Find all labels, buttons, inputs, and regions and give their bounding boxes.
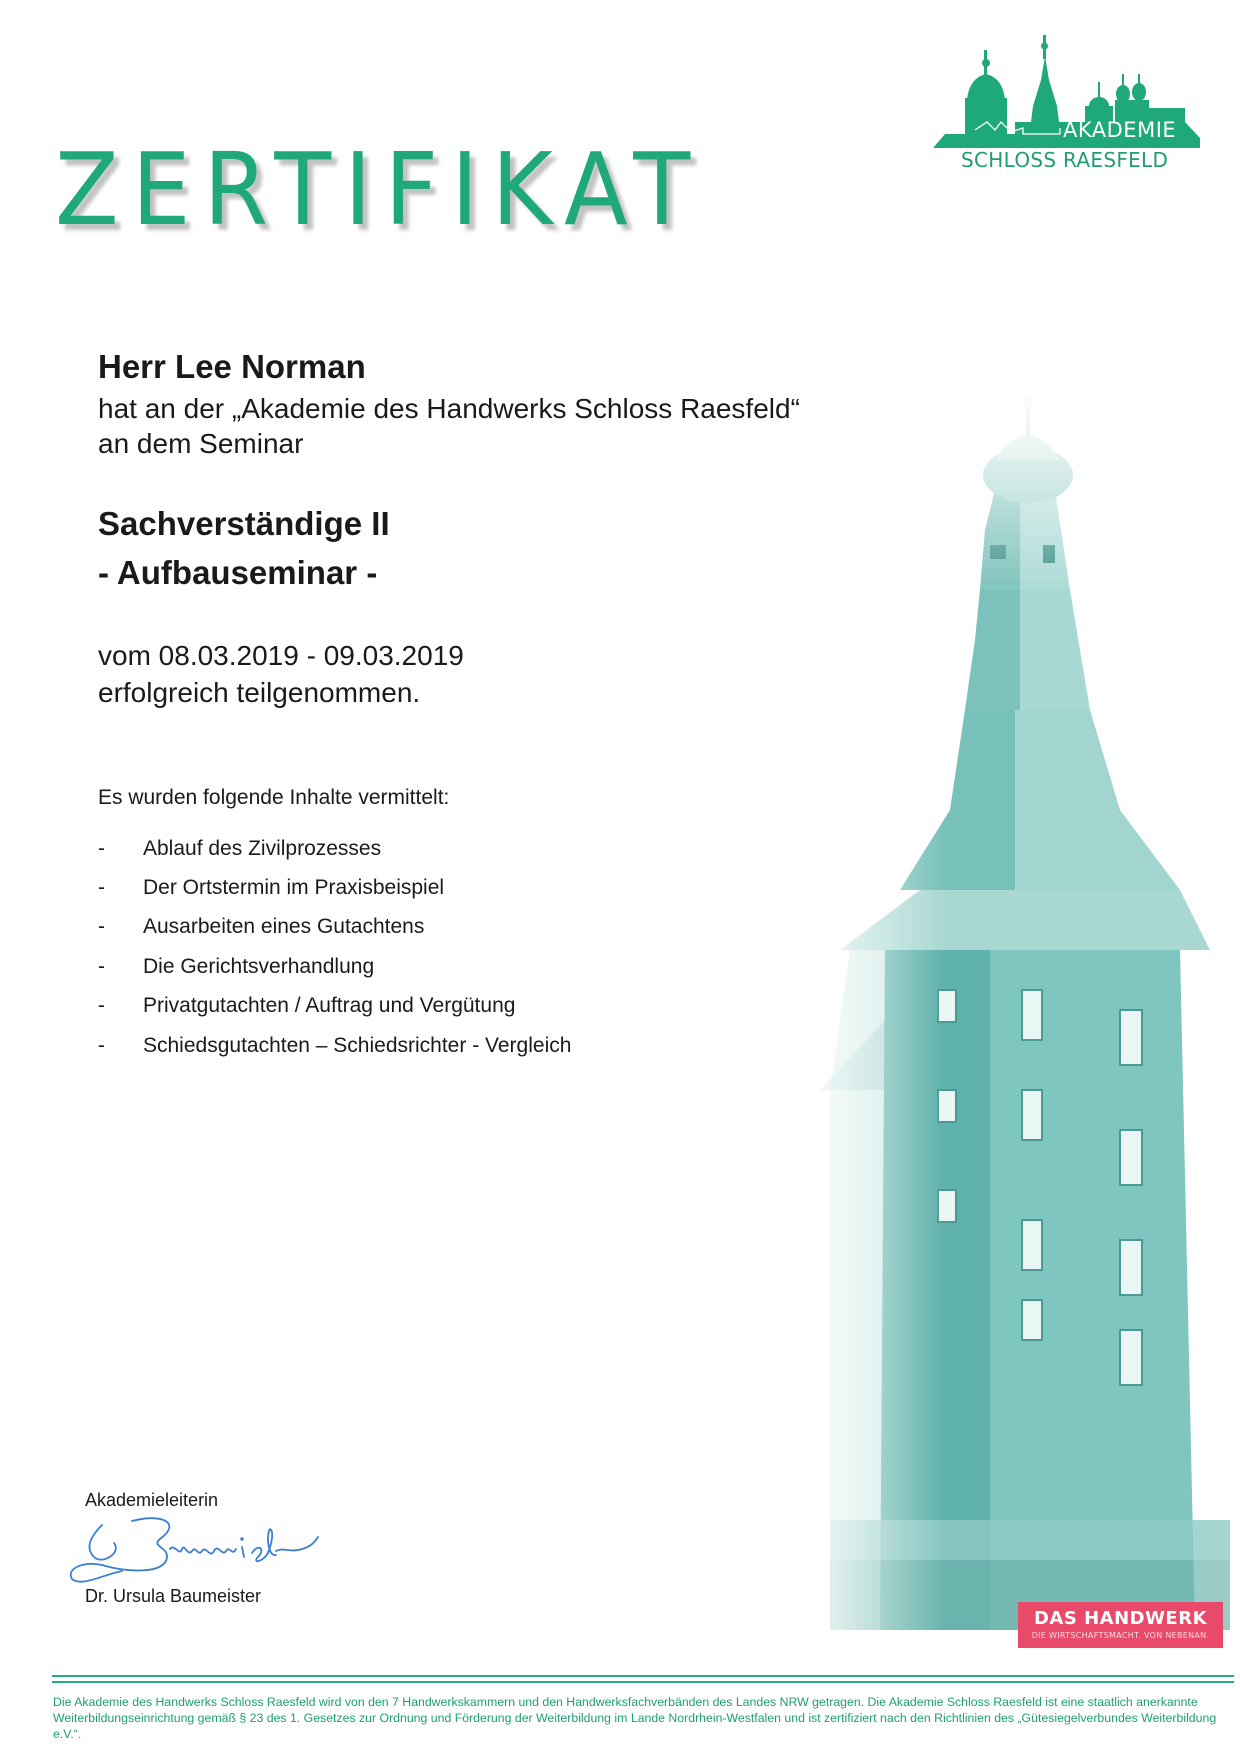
topic-bullet: - <box>98 994 105 1017</box>
intro-line-2: an dem Seminar <box>98 428 304 459</box>
badge-title: DAS HANDWERK <box>1033 1608 1208 1629</box>
topic-item <box>98 876 444 900</box>
topic-bullet: - <box>98 1034 105 1057</box>
recipient-name: Herr Lee Norman <box>98 348 366 385</box>
topic-text: Der Ortstermin im Praxisbeispiel <box>143 876 445 899</box>
castle-tower-image <box>790 390 1235 1670</box>
topic-text: Schiedsgutachten – Schiedsrichter - Vergleich <box>143 1034 572 1057</box>
akademie-logo <box>915 30 1205 175</box>
topic-item <box>98 994 515 1018</box>
handwritten-signature <box>62 1513 342 1591</box>
logo-text-akademie: AKADEMIE <box>1063 118 1177 142</box>
topic-bullet: - <box>98 876 105 899</box>
topic-text: Ablauf des Zivilprozesses <box>143 837 382 860</box>
seminar-subtitle: - Aufbauseminar - <box>98 554 378 591</box>
topic-item <box>98 1034 571 1058</box>
das-handwerk-badge <box>1018 1602 1223 1648</box>
badge-subtitle: DIE WIRTSCHAFTSMACHT. VON NEBENAN. <box>1031 1631 1210 1640</box>
topic-text: Die Gerichtsverhandlung <box>143 955 375 978</box>
footer-legal-text: Die Akademie des Handwerks Schloss Raesfeld wird von den 7 Handwerkskammern und den Handwerksfachverbänden des Landes NRW getragen. Die Akademie Schloss Raesfeld ist eine staatlich anerkannte Weiterbildungseinrichtung gemäß § 23 des 1. Gesetzes zur Ordnung und Förderung der Weiterbildung im Lande Nordrhein-Westfalen und ist zertifiziert nach den Richtlinien des „Gütesiegelverbundes Weiterbildung e.V.“. <box>53 1695 1217 1741</box>
topic-bullet: - <box>98 915 105 938</box>
seminar-title: Sachverständige II <box>98 505 390 542</box>
contents-heading: Es wurden folgende Inhalte vermittelt: <box>98 786 450 809</box>
intro-line-1: hat an der „Akademie des Handwerks Schloss Raesfeld“ <box>98 393 800 424</box>
topic-item <box>98 915 424 939</box>
logo-text-schloss: SCHLOSS RAESFELD <box>961 148 1169 172</box>
certificate-title: ZERTIFIKAT <box>55 131 704 248</box>
topic-bullet: - <box>98 837 105 860</box>
signatory-name: Dr. Ursula Baumeister <box>85 1586 262 1606</box>
completion-statement: erfolgreich teilgenommen. <box>98 677 421 708</box>
seminar-dates: vom 08.03.2019 - 09.03.2019 <box>98 640 464 671</box>
topic-bullet: - <box>98 955 105 978</box>
topic-item <box>98 837 381 861</box>
topic-text: Ausarbeiten eines Gutachtens <box>143 915 425 938</box>
footer-divider <box>52 1681 1234 1683</box>
signatory-role: Akademieleiterin <box>85 1490 219 1510</box>
topic-text: Privatgutachten / Auftrag und Vergütung <box>143 994 516 1017</box>
footer-divider <box>52 1675 1234 1677</box>
topic-item <box>98 955 374 979</box>
